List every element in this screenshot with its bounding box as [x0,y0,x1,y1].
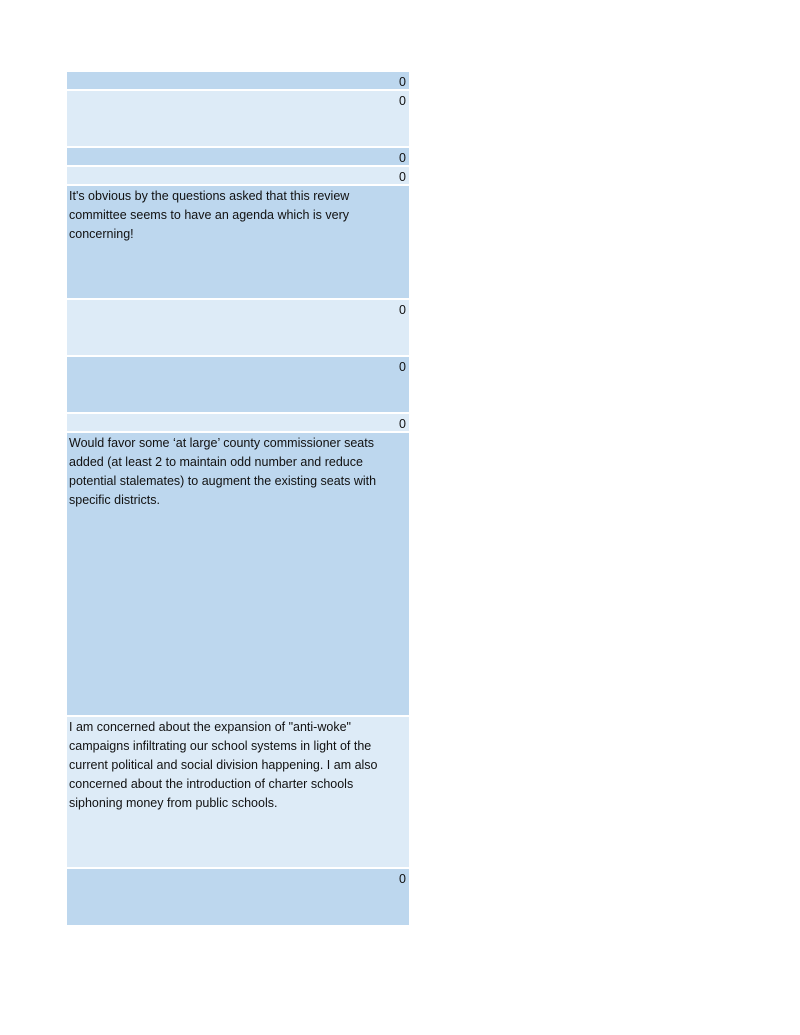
table-cell[interactable]: 0 [67,72,409,89]
table-cell-comment[interactable]: Would favor some ‘at large’ county commissioner seats added (at least 2 to maintain odd number and reduce potential stalemates) to augment the existing seats with specific districts. [67,433,409,715]
table-cell[interactable]: 0 [67,167,409,184]
table-cell[interactable]: 0 [67,414,409,431]
table-cell[interactable]: 0 [67,357,409,412]
table-cell-comment[interactable]: I am concerned about the expansion of "anti-woke" campaigns infiltrating our school systems in light of the current political and social division happening. I am also concerned about the introduction of charter schools siphoning money from public schools. [67,717,409,867]
spreadsheet-column [67,72,409,927]
table-cell[interactable]: 0 [67,869,409,925]
table-cell[interactable]: 0 [67,300,409,355]
table-cell-comment[interactable]: It's obvious by the questions asked that this review committee seems to have an agenda which is very concerning! [67,186,409,298]
table-cell[interactable]: 0 [67,91,409,146]
table-cell[interactable]: 0 [67,148,409,165]
